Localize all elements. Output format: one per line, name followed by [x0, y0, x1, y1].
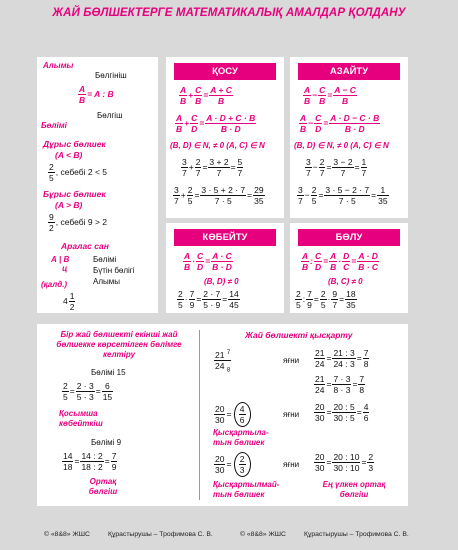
multiplication-header: КӨБЕЙТУ: [174, 229, 276, 246]
yagni-1: яғни: [283, 356, 300, 365]
expand-example-1: $\frac{2}{5}$ = $\frac{2 \cdot 3}{5 \cdot 3}$ = $\frac{6}{15}$: [63, 381, 113, 402]
additional-multiplier-label: Қосымша көбейткіш: [59, 409, 103, 428]
improper-fraction-example: $\frac{9}{2}$ , себебі 9 > 2: [49, 212, 108, 233]
reduce-example-4-full: $\frac{20}{30}$ = $\frac{20 : 10}{30 : 10}$ = $\frac{2}{3}$: [315, 452, 374, 473]
footer-copyright-right: © «8&8» ЖШС: [240, 531, 286, 538]
subtraction-header: АЗАЙТУ: [298, 63, 400, 80]
reduce-example-2-full: $\frac{21}{24}$ = $\frac{7 \cdot 3}{8 \cdot 3}$ = $\frac{7}{8}$: [315, 374, 365, 395]
fraction-bar-label: Бөлгініш: [95, 71, 127, 80]
improper-fraction-title: Бұрыс бөлшек: [43, 189, 106, 199]
expand-example-2: $\frac{14}{18}$ = $\frac{14 : 2}{18 : 2}$ = $\frac{7}{9}$: [63, 451, 117, 472]
page-title: ЖАЙ БӨЛШЕКТЕРГЕ МАТЕМАТИКАЛЫҚ АМАЛДАР ҚОЛДАНУ: [52, 7, 406, 19]
irreducible-fraction-label: Қысқартылмай-тын бөлшек: [213, 480, 280, 499]
expand-section-title: Бір жай бөлшекті екінші жай бөлшекке көрсетілген бөлімге келтіру: [56, 330, 182, 359]
yagni-2: яғни: [283, 410, 300, 419]
footer-copyright-left: © «8&8» ЖШС: [44, 531, 90, 538]
addition-conditions: (B, D) ∈ N, ≠ 0 (A, C) ∈ N: [170, 141, 265, 150]
reduce-example-1-short: $\frac{21 ^7}{24 _8}$: [215, 349, 231, 374]
multiplication-example: $\frac{2}{5}$ · $\frac{7}{9}$ = $\frac{2 \cdot 7}{5 \cdot 9}$ = $\frac{14}{45}$: [178, 289, 239, 310]
mixed-division-scheme: A | B ц: [51, 255, 70, 273]
addition-example-1: $\frac{3}{7}$ + $\frac{2}{7}$ = $\frac{3 + 2}{7}$ = $\frac{5}{7}$: [182, 157, 243, 178]
subtraction-conditions: (B, D) ∈ N, ≠ 0 (A, C) ∈ N: [294, 141, 389, 150]
denominator-15-label: Бөлімі 15: [91, 368, 126, 377]
reduce-example-3-full: $\frac{20}{30}$ = $\frac{20 : 5}{30 : 5}$ = $\frac{4}{6}$: [315, 402, 369, 423]
division-rule: $\frac{A}{B}$ : $\frac{C}{D}$ = $\frac{A}{B}$ · $\frac{D}{C}$ = $\frac{A \cdot D}{B \cdot C}$: [302, 251, 379, 272]
definition-formula: $\frac{A}{B}$ = A : B: [79, 84, 114, 105]
common-divisor-label: Ортақ бөлгіш: [88, 477, 118, 496]
fraction-definition-card: [37, 57, 158, 313]
gcd-label: Ең үлкен ортақ бөлгіш: [322, 480, 386, 499]
mixed-numerator-label: Алымы: [93, 277, 121, 286]
reduce-example-3-short: $\frac{20}{30}$ = $\frac{4}{6}$: [213, 402, 251, 427]
addition-same-denominator-rule: $\frac{A}{B}$ + $\frac{C}{B}$ = $\frac{A + C}{B}$: [180, 85, 232, 106]
denominator-label: Бөлімі: [41, 121, 67, 130]
footer-author-left: Құрастырушы – Трофимова С. В.: [108, 531, 213, 538]
subtraction-same-denominator-rule: $\frac{A}{B}$ − $\frac{C}{B}$ = $\frac{A - C}{B}$: [304, 85, 356, 106]
reducible-fraction-label: Қысқартыла-тын бөлшек: [213, 428, 269, 447]
subtraction-card: [290, 57, 408, 218]
reduce-section-title: Жай бөлшекті қысқарту: [245, 330, 353, 340]
subtraction-example-1: $\frac{3}{7}$ − $\frac{2}{7}$ = $\frac{3 - 2}{7}$ = $\frac{1}{7}$: [306, 157, 367, 178]
footer-author-right: Құрастырушы – Трофимова С. В.: [304, 531, 409, 538]
multiplication-card: [166, 223, 284, 313]
multiplication-rule: $\frac{A}{B}$ · $\frac{C}{D}$ = $\frac{A \cdot C}{B \cdot D}$: [184, 251, 232, 272]
proper-fraction-example: $\frac{2}{5}$ , себебі 2 < 5: [49, 162, 108, 183]
reduce-example-1-full: $\frac{21}{24}$ = $\frac{21 : 3}{24 : 3}$ = $\frac{7}{8}$: [315, 348, 369, 369]
proper-fraction-title: Дұрыс бөлшек: [43, 139, 106, 149]
division-header: БӨЛУ: [298, 229, 400, 246]
divisor-label: Бөлгіш: [97, 111, 123, 120]
division-conditions: (B, C) ≠ 0: [328, 277, 363, 286]
subtraction-general-rule: $\frac{A}{B}$ − $\frac{C}{D}$ = $\frac{A \cdot D - C \cdot B}{B \cdot D}$: [300, 113, 380, 134]
addition-example-2: $\frac{3}{7}$ + $\frac{2}{5}$ = $\frac{3 \cdot 5 + 2 \cdot 7}{7 \cdot 5}$ = $\frac{29}{35}$: [174, 185, 264, 206]
mixed-whole-label: Бүтін бөлігі: [93, 266, 135, 275]
denominator-9-label: Бөлімі 9: [91, 438, 122, 447]
addition-general-rule: $\frac{A}{B}$ + $\frac{C}{D}$ = $\frac{A \cdot D + C \cdot B}{B \cdot D}$: [176, 113, 256, 134]
section-divider: [199, 330, 200, 500]
mixed-number-example: 4 $\frac{1}{2}$: [63, 291, 75, 312]
yagni-3: яғни: [283, 460, 300, 469]
proper-fraction-condition: (A < B): [55, 150, 83, 160]
addition-card: [166, 57, 284, 218]
improper-fraction-condition: (A > B): [55, 200, 83, 210]
mixed-number-title: Аралас сан: [61, 241, 109, 251]
subtraction-example-2: $\frac{3}{7}$ − $\frac{2}{5}$ = $\frac{3 \cdot 5 - 2 \cdot 7}{7 \cdot 5}$ = $\frac{1}{35}$: [298, 185, 388, 206]
mixed-remainder-label: (қалд.): [41, 280, 68, 289]
addition-header: ҚОСУ: [174, 63, 276, 80]
bottom-card: [37, 324, 408, 506]
numerator-label: Алымы: [43, 61, 74, 70]
mixed-denominator-label: Бөлімі: [93, 255, 117, 264]
division-example: $\frac{2}{5}$ : $\frac{7}{9}$ = $\frac{2}{5}$ · $\frac{9}{7}$ = $\frac{18}{35}$: [296, 289, 356, 310]
division-card: [290, 223, 408, 313]
multiplication-conditions: (B, D) ≠ 0: [204, 277, 239, 286]
reduce-example-4-short: $\frac{20}{30}$ = $\frac{2}{3}$: [213, 452, 251, 477]
